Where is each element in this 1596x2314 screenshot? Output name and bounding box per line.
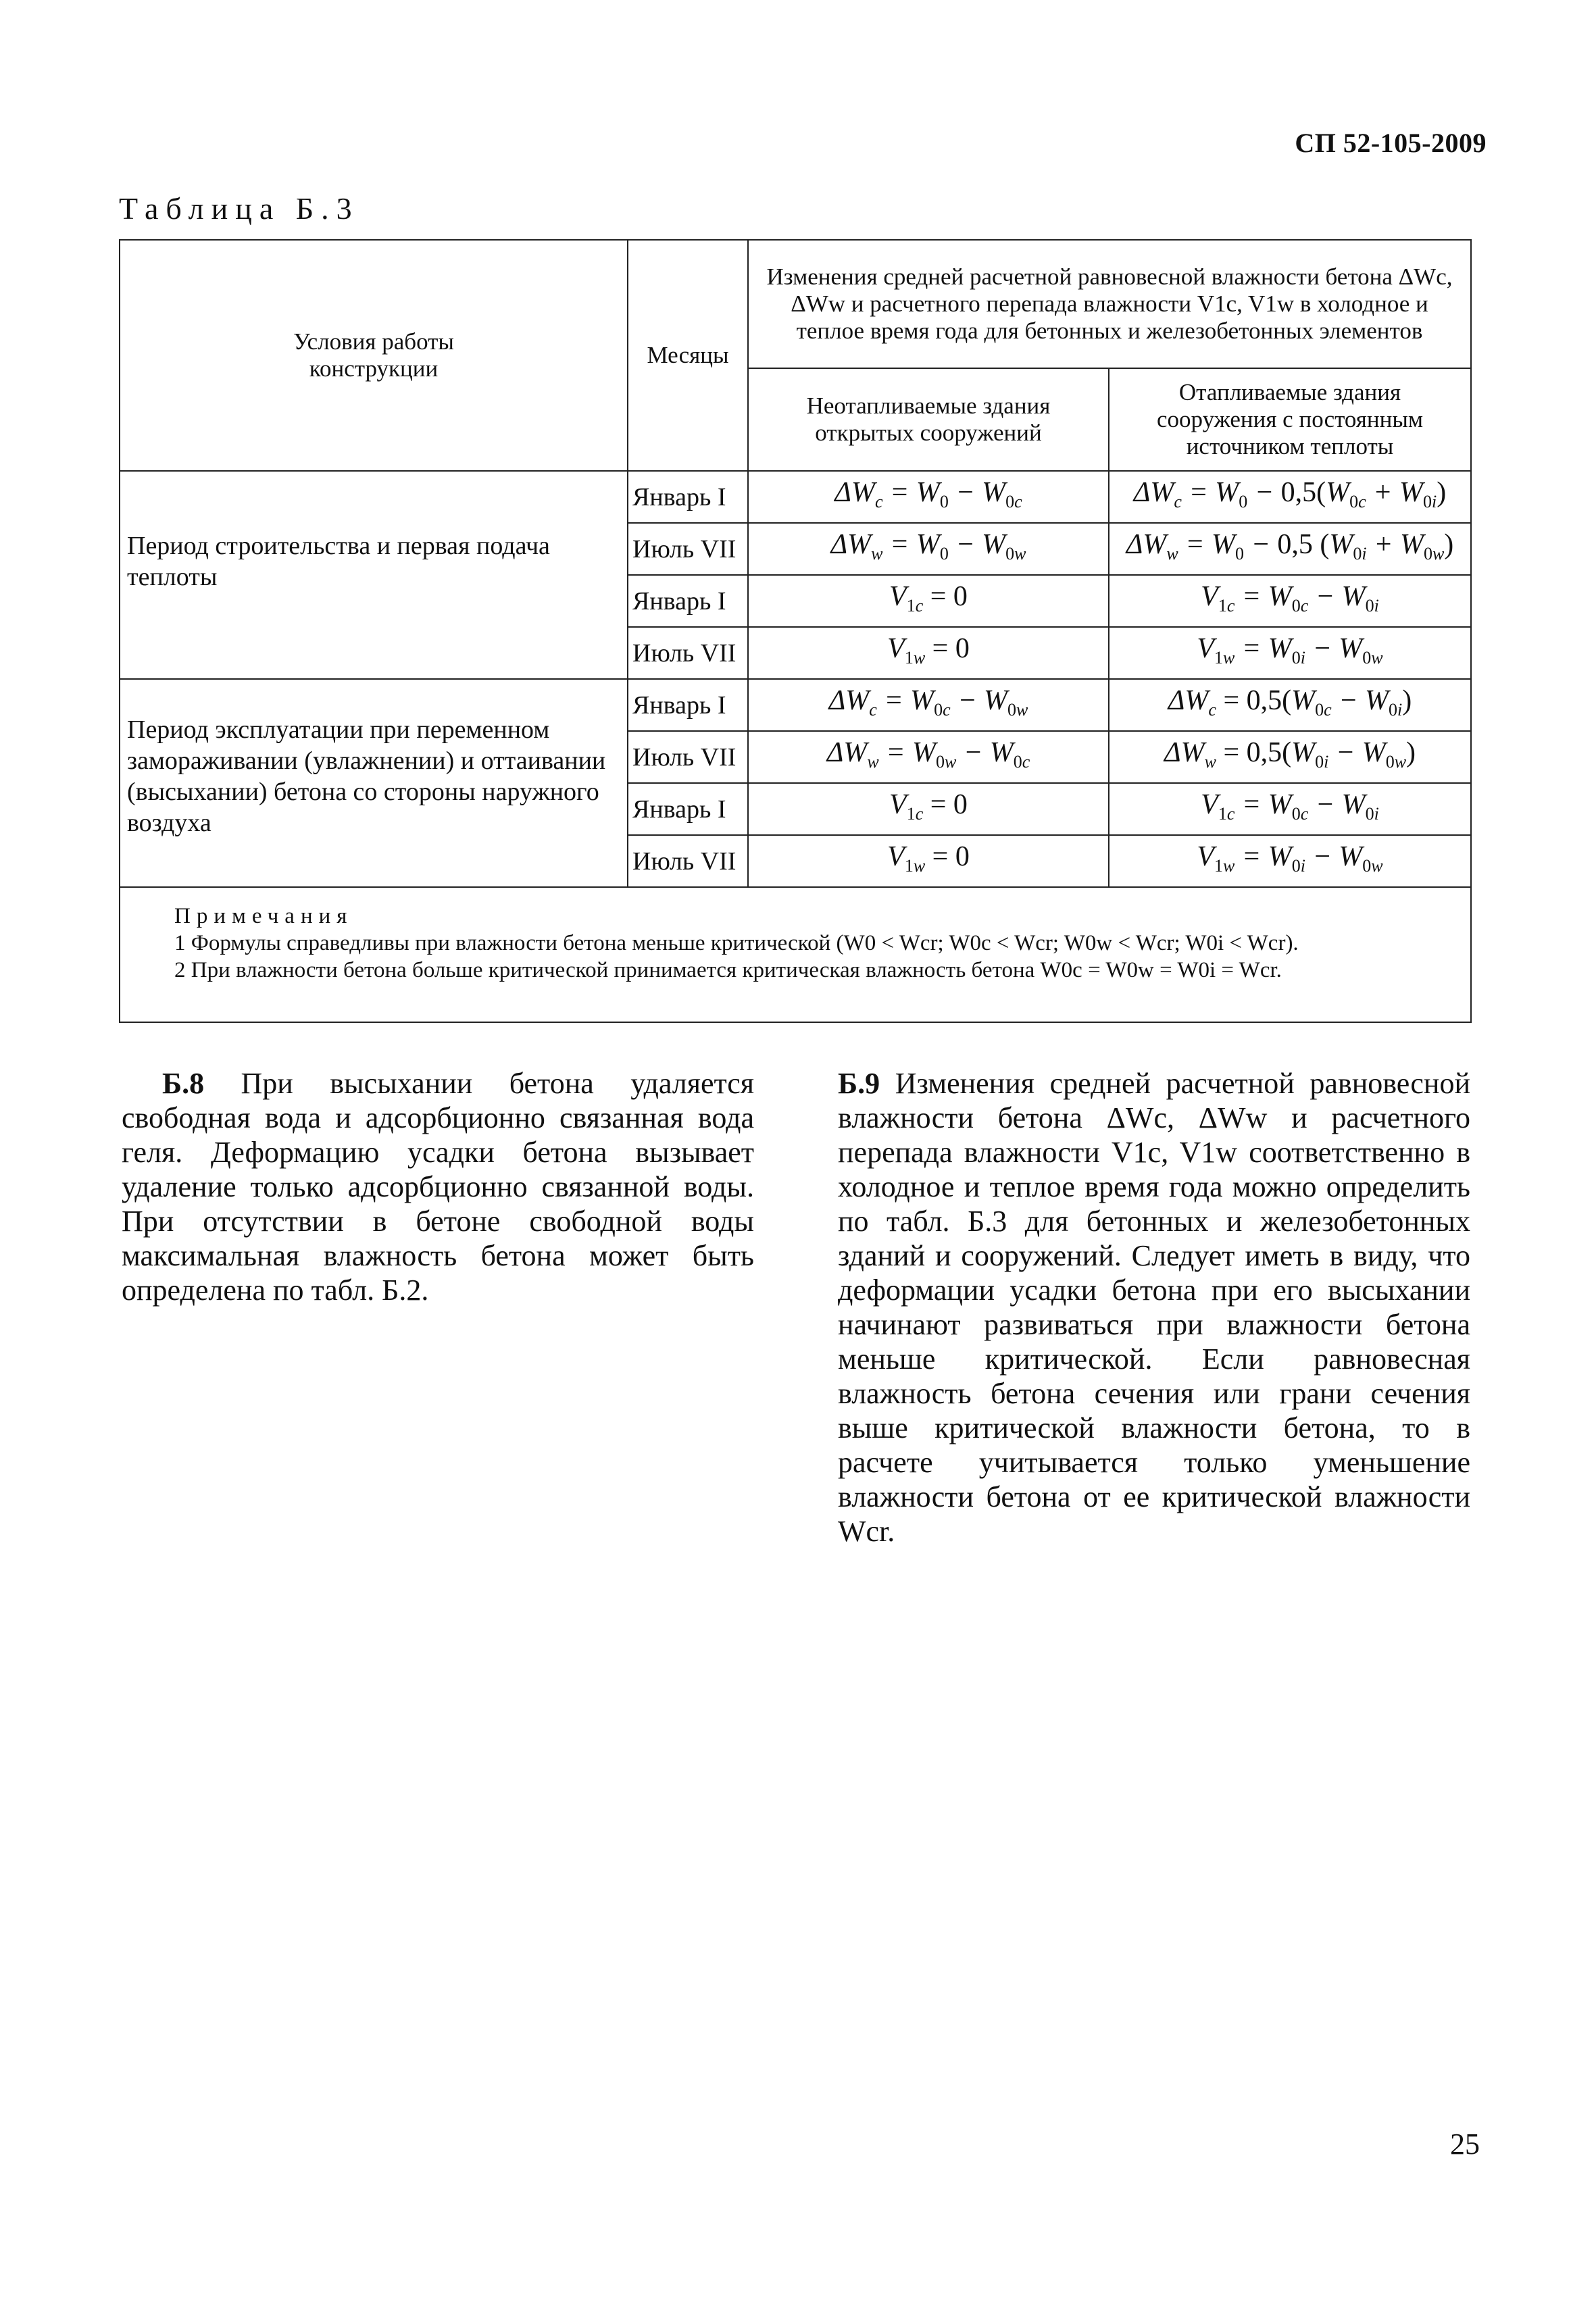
formula-heated: $V_{1c} = W_{0c} - W_{0i}$ bbox=[1109, 575, 1471, 627]
paragraph-b8 bbox=[122, 1066, 754, 1307]
body-column-right bbox=[838, 1066, 1470, 1549]
header-changes: Изменения средней расчетной равновесной влажности бетона ΔWc, ΔWw и расчетного перепада влажности V1c, V1w в холодное и теплое время года для бетонных и железобетонных элементов bbox=[748, 240, 1471, 368]
formula-heated: $V_{1w} = W_{0i} - W_{0w}$ bbox=[1109, 835, 1471, 887]
formula-unheated: $V_{1w} = 0$ bbox=[748, 627, 1109, 679]
formula-heated: $\Delta W_w = 0,5(W_{0i} - W_{0w})$ bbox=[1109, 731, 1471, 783]
table-row bbox=[120, 679, 1471, 731]
clause-number: Б.8 bbox=[162, 1067, 205, 1100]
month-cell: Июль VII bbox=[628, 627, 748, 679]
month-cell: Июль VII bbox=[628, 523, 748, 575]
body-column-left bbox=[122, 1066, 754, 1307]
paragraph-b9 bbox=[838, 1066, 1470, 1549]
moisture-table bbox=[119, 239, 1472, 1023]
month-cell: Январь I bbox=[628, 679, 748, 731]
table-notes bbox=[120, 887, 1471, 1022]
formula-unheated: $V_{1c} = 0$ bbox=[748, 783, 1109, 835]
page-number: 25 bbox=[1450, 2128, 1480, 2161]
condition-cell: Период строительства и первая подача теплоты bbox=[120, 471, 628, 679]
formula-unheated: $\Delta W_w = W_0 - W_{0w}$ bbox=[748, 523, 1109, 575]
header-unheated: Неотапливаемые здания открытых сооружений bbox=[748, 368, 1109, 471]
formula-unheated: $\Delta W_c = W_{0c} - W_{0w}$ bbox=[748, 679, 1109, 731]
document-code: СП 52-105-2009 bbox=[1295, 128, 1487, 158]
formula-unheated: $\Delta W_w = W_{0w} - W_{0c}$ bbox=[748, 731, 1109, 783]
note-item: 2 При влажности бетона больше критической принимается критическая влажность бетона W0c = W0w = W0i = Wcr. bbox=[174, 958, 1282, 982]
formula-heated: $V_{1w} = W_{0i} - W_{0w}$ bbox=[1109, 627, 1471, 679]
condition-cell: Период эксплуатации при переменном замораживании (увлажнении) и оттаивании (высыхании) бетона со стороны наружного воздуха bbox=[120, 679, 628, 887]
formula-heated: $\Delta W_w = W_0 - 0,5$ $(W_{0i} + W_{0w})$ bbox=[1109, 523, 1471, 575]
formula-unheated: $\Delta W_c = W_0 - W_{0c}$ bbox=[748, 471, 1109, 523]
formula-unheated: $V_{1c} = 0$ bbox=[748, 575, 1109, 627]
month-cell: Январь I bbox=[628, 575, 748, 627]
month-cell: Июль VII bbox=[628, 731, 748, 783]
clause-number: Б.9 bbox=[838, 1067, 880, 1100]
table-caption: Таблица Б.3 bbox=[119, 191, 359, 226]
paragraph-text: Изменения средней расчетной равновесной влажности бетона ΔWc, ΔWw и расчетного перепада влажности V1c, V1w соответственно в холодное и теплое время года можно определить по табл. Б.3 для бетонных и железобетонных зданий и сооружений. Следует иметь в виду, что деформации усадки бетона при его высыхании начинают развиваться при влажности бетона меньше критической. Если равновесная влажность бетона сечения или грани сечения выше критической влажности бетона, то в расчете учитывается только уменьшение влажности бетона от ее критической влажности Wcr. bbox=[838, 1067, 1471, 1548]
formula-heated: $V_{1c} = W_{0c} - W_{0i}$ bbox=[1109, 783, 1471, 835]
notes-title: Примечания bbox=[174, 904, 353, 928]
notes-row bbox=[120, 887, 1471, 1022]
header-heated: Отапливаемые здания сооружения с постоянным источником теплоты bbox=[1109, 368, 1471, 471]
header-conditions: Условия работы конструкции bbox=[120, 240, 628, 471]
month-cell: Июль VII bbox=[628, 835, 748, 887]
table-row bbox=[120, 471, 1471, 523]
header-months: Месяцы bbox=[628, 240, 748, 471]
note-item: 1 Формулы справедливы при влажности бетона меньше критической (W0 < Wcr; W0c < Wcr; W0w < Wcr; W0i < Wcr). bbox=[174, 931, 1299, 955]
formula-heated: $\Delta W_c = W_0 - 0,5(W_{0c} + W_{0i})$ bbox=[1109, 471, 1471, 523]
table-header-row-1 bbox=[120, 240, 1471, 368]
month-cell: Январь I bbox=[628, 783, 748, 835]
formula-heated: $\Delta W_c = 0,5(W_{0c} - W_{0i})$ bbox=[1109, 679, 1471, 731]
formula-unheated: $V_{1w} = 0$ bbox=[748, 835, 1109, 887]
month-cell: Январь I bbox=[628, 471, 748, 523]
paragraph-text: При высыхании бетона удаляется свободная вода и адсорбционно связанная вода геля. Деформацию усадки бетона вызывает удаление только адсорбционно связанной воды. При отсутствии в бетоне свободной воды максимальная влажность бетона может быть определена по табл. Б.2. bbox=[122, 1067, 754, 1307]
